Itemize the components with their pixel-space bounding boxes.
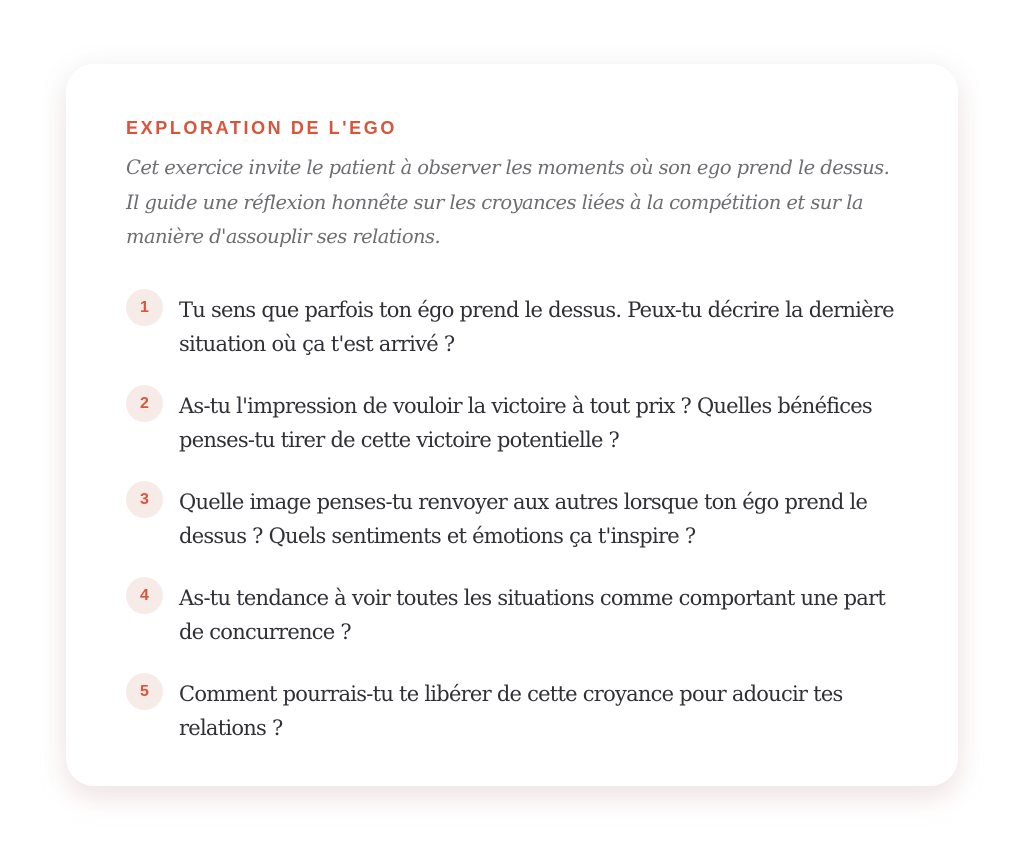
question-text: Tu sens que parfois ton égo prend le dessus. Peux-tu décrire la dernière situation où ça t'est arrivé ? [179,297,894,356]
exercise-title: EXPLORATION DE L'EGO [126,118,397,138]
question-number-badge: 2 [126,385,163,422]
question-item [126,576,898,649]
question-number-badge: 3 [126,481,163,518]
question-text: As-tu l'impression de vouloir la victoire à tout prix ? Quelles bénéfices penses-tu tirer de cette victoire potentielle ? [179,393,872,452]
question-text: Comment pourrais-tu te libérer de cette croyance pour adoucir tes relations ? [179,681,843,740]
question-list [126,288,898,745]
question-item [126,384,898,457]
question-number-badge: 4 [126,577,163,614]
question-text: Quelle image penses-tu renvoyer aux autres lorsque ton égo prend le dessus ? Quels sentiments et émotions ça t'inspire ? [179,489,868,548]
question-text: As-tu tendance à voir toutes les situations comme comportant une part de concurrence ? [179,585,886,644]
question-number-badge: 5 [126,673,163,710]
exercise-intro: Cet exercice invite le patient à observer les moments où son ego prend le dessus. Il guide une réflexion honnête sur les croyances liées à la compétition et sur la manière d'assouplir ses relations. [126,156,890,248]
question-item [126,288,898,361]
question-item [126,672,898,745]
question-item [126,480,898,553]
exercise-card [66,64,958,786]
question-number-badge: 1 [126,289,163,326]
